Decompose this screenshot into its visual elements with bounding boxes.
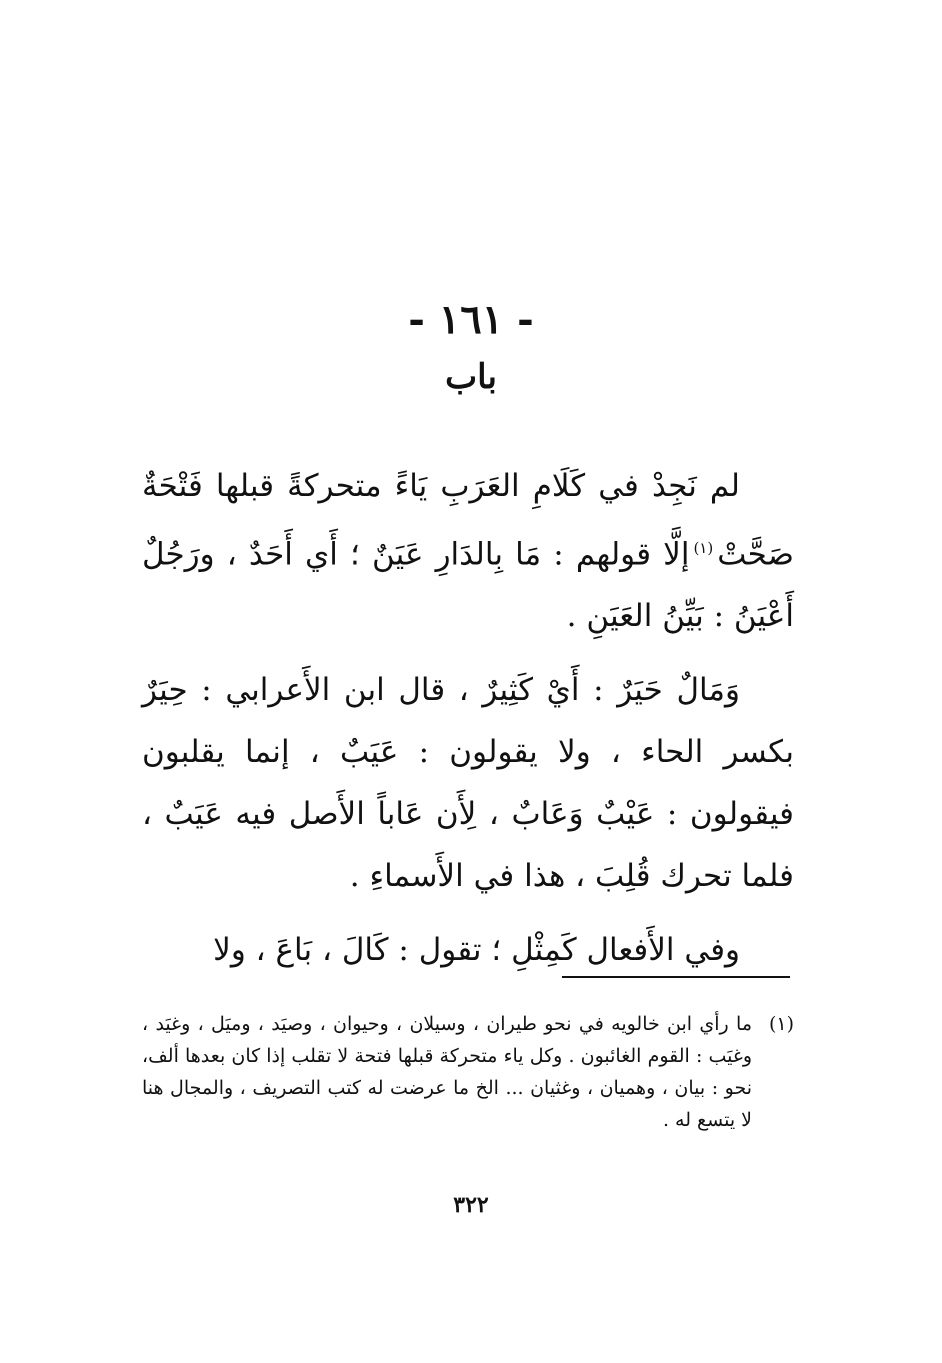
paragraph-2: وَمَالٌ حَيَرٌ : أَيْ كَثِيرٌ ، قال ابن الأَعرابي : حِيَرٌ بكسر الحاء ، ولا يقولون : عَيَبٌ ، إنما يقلبون فيقولون : عَيْبٌ وَعَابٌ ، لِأَن عَاباً الأَصل فيه عَيَبٌ ، فلما تحرك قُلِبَ ، هذا في الأَسماءِ . [142,672,794,895]
paragraph-1-before-note: لم نَجِدْ في كَلَامِ العَرَبِ يَاءً متحركةً قبلها فَتْحَةٌ صَحَّتْ [142,468,794,573]
section-title: باب [445,357,497,397]
paragraph-1-after-note: إلَّا قولهم : مَا بِالدَارِ عَيَنٌ ؛ أَي أَحَدٌ ، ورَجُلٌ أَعْيَنُ : بَيِّنُ العَيَنِ . [142,536,794,635]
section-number: - ١٦١ - [408,296,534,343]
page-number: ٣٢٢ [453,1192,489,1218]
paragraph-1 [142,455,794,647]
footnote-1 [142,1008,794,1136]
footnote-reference-mark: (١) [693,539,714,557]
footnote-text: ما رأي ابن خالويه في نحو طيران ، وسيلان ، وحيوان ، وصيَد ، وميَل ، وغيَد ، وغيَب : القوم الغائبون . وكل ياء متحركة قبلها فتحة لا تقلب إذا كان بعدها ألف، نحو : بيان ، وهميان ، وغثيان ... الخ ما عرضت له كتب التصريف ، والمجال هنا لا يتسع له . [142,1013,752,1131]
body-text [142,455,794,993]
paragraph-3: وفي الأَفعال كَمِثْلِ ؛ تقول : كَالَ ، بَاعَ ، ولا [213,932,740,969]
footnotes [142,1008,794,1136]
footnote-number: (١) [768,1013,794,1035]
footnote-separator [562,976,790,978]
